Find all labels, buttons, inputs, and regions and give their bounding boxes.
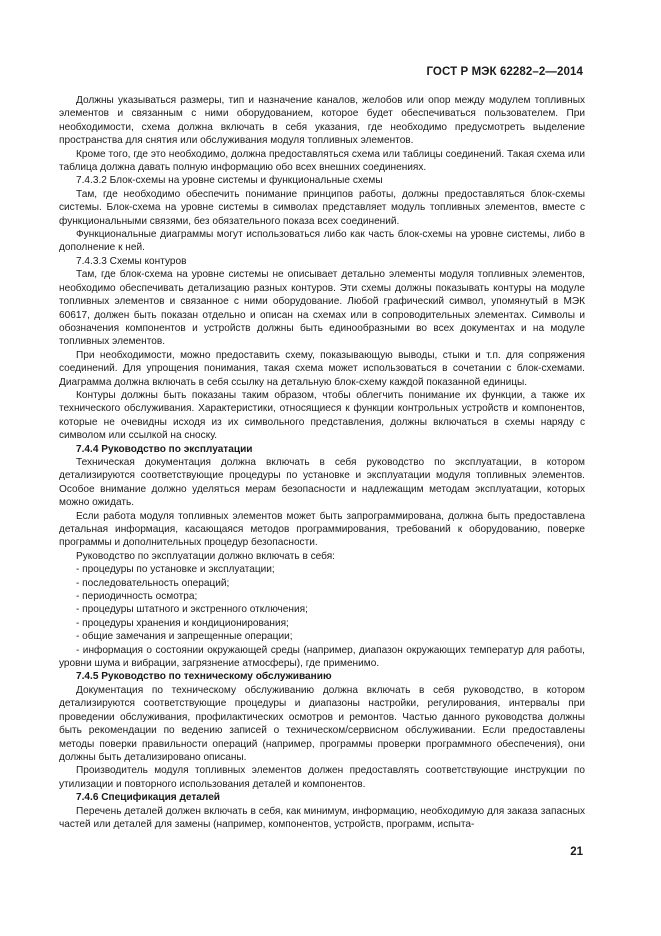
section-heading: 7.4.5 Руководство по техническому обслуживанию bbox=[76, 671, 332, 683]
paragraph: Функциональные диаграммы могут использоваться либо как часть блок-схемы на уровне системы, либо в дополнение к ней. bbox=[59, 229, 585, 254]
list-item: - последовательность операций; bbox=[76, 577, 230, 589]
paragraph: Должны указываться размеры, тип и назначение каналов, желобов или опор между модулем топливных элементов и связанным с ними оборудованием, которое будет обеспечиваться пользователем. При необходимости, схема должна включать в себя указания, где необходимо предусмотреть выделение пространства для снятия или обслуживания модуля топливных элементов. bbox=[59, 95, 585, 147]
page-body bbox=[59, 94, 585, 831]
paragraph: При необходимости, можно предоставить схему, показывающую выводы, стыки и т.п. для сопряжения соединений. Для упрощения понимания, такая схема может использоваться в сочетании с блок-схемами. Диаграмма должна включать в себя ссылку на детальную блок-схему каждой показанной единицы. bbox=[59, 349, 585, 388]
subsection-title: 7.4.3.2 Блок-схемы на уровне системы и функциональные схемы bbox=[76, 175, 383, 187]
section-heading: 7.4.6 Спецификация деталей bbox=[76, 792, 221, 804]
paragraph: Производитель модуля топливных элементов должен предоставлять соответствующие инструкции по утилизации и повторного использования деталей и компонентов. bbox=[59, 765, 585, 790]
page-number: 21 bbox=[570, 846, 583, 858]
document-code-header: ГОСТ Р МЭК 62282–2—2014 bbox=[426, 66, 583, 78]
paragraph: Кроме того, где это необходимо, должна предоставляться схема или таблицы соединений. Такая схема или таблица должна давать полную информацию обо всех внешних соединениях. bbox=[59, 148, 585, 174]
subsection-title: 7.4.3.3 Схемы контуров bbox=[76, 255, 187, 267]
paragraph: Техническая документация должна включать в себя руководство по эксплуатации, в котором детализируются соответствующие процедуры по установке и эксплуатации модуля топливных элементов. Особое внимание должно уделяться мерам безопасности и надлежащим методам эксплуатации, которых можно ожидать. bbox=[59, 456, 585, 509]
paragraph: Если работа модуля топливных элементов может быть запрограммирована, должна быть предоставлена детальная информация, касающаяся методов программирования, требований к оборудованию, поверке программы и дополнительных процедур безопасности. bbox=[59, 510, 585, 549]
list-item: - информация о состоянии окружающей среды (например, диапазон окружающих температур для работы, уровни шума и вибрации, загрязнение атмосферы), где применимо. bbox=[59, 644, 585, 670]
list-item: - процедуры штатного и экстренного отключения; bbox=[76, 604, 308, 616]
list-item: - периодичность осмотра; bbox=[76, 591, 198, 603]
list-item: - процедуры по установке и эксплуатации; bbox=[76, 564, 275, 576]
paragraph: Документация по техническому обслуживанию должна включать в себя руководство, в котором детализируются соответствующие процедуры и диапазоны настройки, регулирования, интервалы при проведении обслуживания, профилактических осмотров и ремонтов. Частью данного руководства должны быть рекомендации по ведению записей о техническом/сервисном обслуживании. Если предоставлены методы поверки правильности операций (например, программы проверки программного обеспечения), они должны быть детализировано описаны. bbox=[59, 684, 585, 763]
paragraph: Там, где необходимо обеспечить понимание принципов работы, должны предоставляться блок-схемы системы. Блок-схема на уровне системы в символах представляет модуль топливных элементов, вместе с функциональными связями, без обязательного показа всех соединений. bbox=[59, 188, 585, 227]
list-item: - общие замечания и запрещенные операции; bbox=[76, 631, 293, 643]
paragraph: Там, где блок-схема на уровне системы не описывает детально элементы модуля топливных элементов, необходимо обеспечивать детализацию разных контуров. Эти схемы должны показывать контуры на модуле топливных элементов и связанное с ними оборудование. Любой графический символ, упомянутый в МЭК 60617, должен быть показан отдельно и описан на схемах или в сопроводительных элементах. Символы и обозначения компонентов и устройств должны быть единообразными во всех документах и на модуле топливных элементов. bbox=[59, 269, 585, 348]
paragraph: Перечень деталей должен включать в себя, как минимум, информацию, необходимую для заказа запасных частей или деталей для замены (например, компонентов, устройств, программ, испыта- bbox=[59, 805, 585, 830]
paragraph: Контуры должны быть показаны таким образом, чтобы облегчить понимание их функции, а также их технического обслуживания. Характеристики, относящиеся к функции контрольных устройств и компонентов, которые не очевидны исходя из их символьного представления, должны включаться в схемы наряду с символом или ссылкой на сноску. bbox=[59, 389, 585, 442]
section-heading: 7.4.4 Руководство по эксплуатации bbox=[76, 443, 253, 455]
paragraph: Руководство по эксплуатации должно включать в себя: bbox=[76, 550, 335, 562]
list-item: - процедуры хранения и кондиционирования; bbox=[76, 617, 289, 629]
